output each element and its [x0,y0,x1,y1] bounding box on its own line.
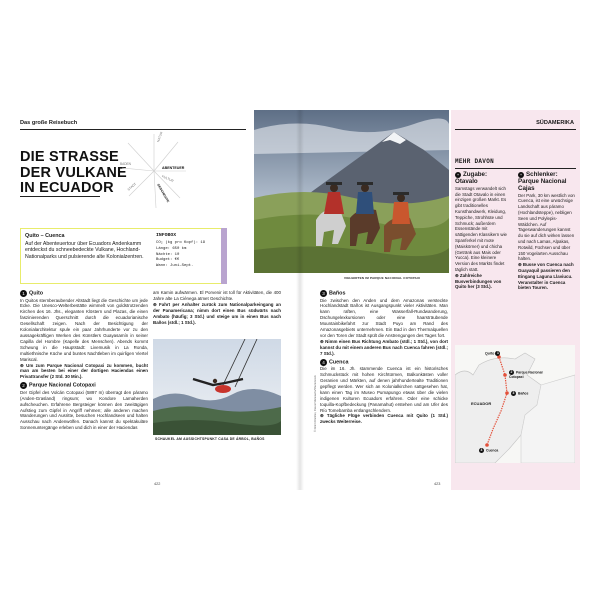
section-text-cuenca: Die im 16. Jh. stammende Cuenca ist ein historisches Schmuckstück mit hohen Kirchtürmen, Balkonkästen voller Geranien und Märkten, auf denen jahrhundertealte Traditionen gepflegt werden. Wer sich an Kolonialkirchen sattgesehen hat, kann einen Tag im Museo Pumapungo etwas über die vielen indigenen Kulturen Ecuadors erfahren. Oder eine schicke toquilla-Kopfbedeckung (Panamahut) erstehen und am Ufer des Río Tomebamba entlangschlendern. [320,366,448,413]
route-word-geschichte: GESCHICHTE [156,183,171,204]
info-box-stripe [221,228,227,284]
map-label-banos: 3 Baños [512,391,529,396]
route-word-natur: NATUR [156,131,164,143]
travel-tip-cotopaxi: ⊕ Fahrt per Anhalter zurück zum Nationalparkeingang an der Panamericana; nimm dort einen Bus südwärts nach Ambato (häufig; 3 Std.) und steige um in einen Bus nach Baños (stdl.; 1 Std.). [153,301,281,325]
stop-number: 2 [20,382,27,389]
page-title [20,150,127,197]
text-column-1 [20,290,148,431]
section-text-banos: Die zwischen den Anden und dem Amazonas versteckte Hochlandstadt Baños ist Ausgangspunkt vieler Aktivitäten. Man kann raften, eine Wasserfall-Rundwanderung, Dschungelexkursionen oder eine haarsträubende Mountainbikefahrt zur Stadt Puyo am Rand des Amazonasgebiets unternehmen. Ein Bad in den Thermalquellen vor den Toren der Stadt spült die Anstrengungen des Tages fort. [320,297,448,339]
sidebar-column-cajas [518,172,576,291]
map-label-quito: Quito 1 [485,351,499,356]
fact-co2: CO₂ (kg pro Kopf): 19 [156,241,206,245]
section-text-cotopaxi: Der Gipfel des Volcán Cotopaxi (5897 m) überragt den páramo (Anden-Grasland) ringsum; wo Kondore Lamaherden aufscheuchen. Erfahrene Bergsteiger können den zweitägigen Aufstieg zum Gipfel in Angriff nehmen; alle anderen machen Wanderungen und Ausritte, besuchen Hochlandseen und halten Ausschau nach Andenwölfen. Danach kannst du spektakuläre Sonnenuntergänge erleben und dich in einer der Haciendas [20,389,148,431]
section-title-cotopaxi: Parque Nacional Cotopaxi [29,382,96,389]
map-country-label: ECUADOR [471,401,492,406]
info-heading: INFOBOX [156,233,177,238]
section-title-cuenca: Cuenca [329,359,349,366]
photo-credit: © Dmitri Dmitriev, Pascal Mannaerts/Shutterstock [314,375,317,432]
route-word-kultur: KULTUR [161,174,175,184]
fact-nights: Nächte: 10 [156,252,180,257]
title-rule [20,196,100,197]
route-word-stadt: STADT [126,181,138,192]
plus-icon: + [519,172,523,177]
section-title-banos: Baños [329,290,346,297]
text-column-2 [153,290,281,325]
fact-season: Wann: Juni–Sept. [156,264,194,269]
route-word-baden: BADEN [120,162,131,166]
swing-photo [153,339,281,435]
stop-number: 4 [320,359,327,366]
section-text-quito: In Quitos sternberaubender Altstadt liegt die Geschichte um jede Ecke. Die Unesco-Welterbestätte wimmelt von goldstrotzenden Kirchen des 16. Jhs., eleganten Klöstern und Plazas, die einen faszinierenden Querschnitt durch die ecuadorianische Gesellschaft zeigen. Nach der Besichtigung der Kolonialarchitektur spule ein paar Jahrhunderte vor zu den aussagekräftigen Werken des Künstlers Guayasamín in seiner Capilla del Hombre (Kapelle des Menschen). Abends kommt Schwung in die Hauptstadt: Livemusik in La Ronda, multiethnische Küche und buntes Nachtleben im quirligen Viertel Mariscal. [20,297,148,362]
cajas-tip: ⊕ Busse von Cuenca nach Guayaquil passieren den Eingang Laguna Llaviucu. Veranstalter in Cuenca bieten Touren. [518,262,574,291]
stop-number: 3 [320,290,327,297]
sidebar-heading-rule [455,168,576,169]
map-label-cotopaxi: 2 Parque Nacional Cotopaxi [509,370,543,379]
info-facts [156,241,220,270]
herders-photo [254,110,449,273]
herders-illustration [254,110,449,273]
otavalo-tip: ⊕ Zahlreiche Busverbindungen von Quito her (3 Std.). [455,272,502,290]
route-map [455,345,575,463]
fact-length: Länge: 650 km [156,246,187,251]
otavalo-text: Samstags verwandelt sich die Stadt Otavalo in einen einzigen großen Markt. Es gibt traditionelles Kunsthandwerk, Kleidung, Teppiche, Strohhüte und Schmuck; außerdem Essenstände mit sättigenden Klassikern wie Spanferkel mit mote (Maiskörner) und chicha (Getränk aus Mais oder Yucca). Eine kleinere Version des Markts findet täglich statt. [455,185,507,272]
category-wheel [114,126,204,216]
book-header: Das große Reisebuch [20,120,78,126]
swing-caption: SCHAUKEL AM AUSSICHTSPUNKT CASA DE ÁRBOL, BAÑOS [155,437,265,441]
page-fold [296,110,304,490]
text-column-3 [320,290,448,425]
travel-tip-quito: ⊕ Um zum Parque Nacional Cotopaxi zu kommen, bucht man am besten bei einer der dortigen Haciendas einen Privattransfer (2 Std. 30 Min.). [20,362,148,380]
book-spread [14,110,580,490]
region-header: SÜDAMERIKA [536,120,574,126]
swing-illustration [153,339,281,435]
herders-caption: VIEHHIRTEN IM PARQUE NACIONAL COTOPAXI [344,276,421,280]
cajas-title: Schlenker: Parque Nacional Cajas [518,171,567,192]
stop-number: 1 [20,290,27,297]
info-box [20,228,227,284]
map-label-cuenca: 4 Cuenca [480,448,499,453]
title-line: IN ECUADOR [20,180,114,196]
section-text-cotopaxi-cont: am Kamin aufwärmen. El Porvenir ist toll für Aktivitäten, die 400 Jahre alte La Ciénega atmet Geschichte. [153,290,281,301]
title-line: DER VULKANE [20,164,127,181]
travel-tip-cuenca: ⊕ Tägliche Flüge verbinden Cuenca mit Quito (1 Std.) zwecks Weiterreise. [320,413,448,425]
page-number-left: 422 [154,482,161,486]
sidebar-column-otavalo [455,172,511,290]
fact-budget: Budget: €€ [156,258,180,263]
page-number-right: 423 [434,482,441,486]
travel-tip-banos: ⊕ Nimm einen Bus Richtung Ambato (stdl.; 1 Std.), von dort kannst du mit einem anderen Bus nach Cuenca fahren (stdl.; 7 Std.). [320,338,448,356]
route-word-abenteuer: ABENTEUER [162,166,185,170]
more-sidebar [451,110,580,490]
section-title-quito: Quito [29,290,44,297]
sidebar-heading: MEHR DAVON [455,158,495,165]
title-line: DIE STRASSE [20,149,119,165]
info-description: Auf der Abenteuertour über Ecuadors Andenkamm entdeckst du schneebedeckte Vulkane, Hochland-Nationalparks und pulsierende alte Kolonialzentren. [25,241,144,260]
sidebar-header-rule [455,129,576,130]
cajas-text: Der Park, 30 km westlich von Cuenca, ist eine urwüchsige Landschaft aus páramo (Hochlandsteppe), nebligen Seen und Polylepis-Wäldchen. Auf Tageswanderungen kannst du sie auf dich wirken lassen und nach Lamas, Alpakas, Rotwild, Füchsen und über 150 Vogelarten Ausschau halten. [518,192,575,262]
info-route: Quito – Cuenca [25,233,65,239]
otavalo-title: Zugabe: Otavalo [455,171,488,185]
plus-icon: + [456,172,460,177]
